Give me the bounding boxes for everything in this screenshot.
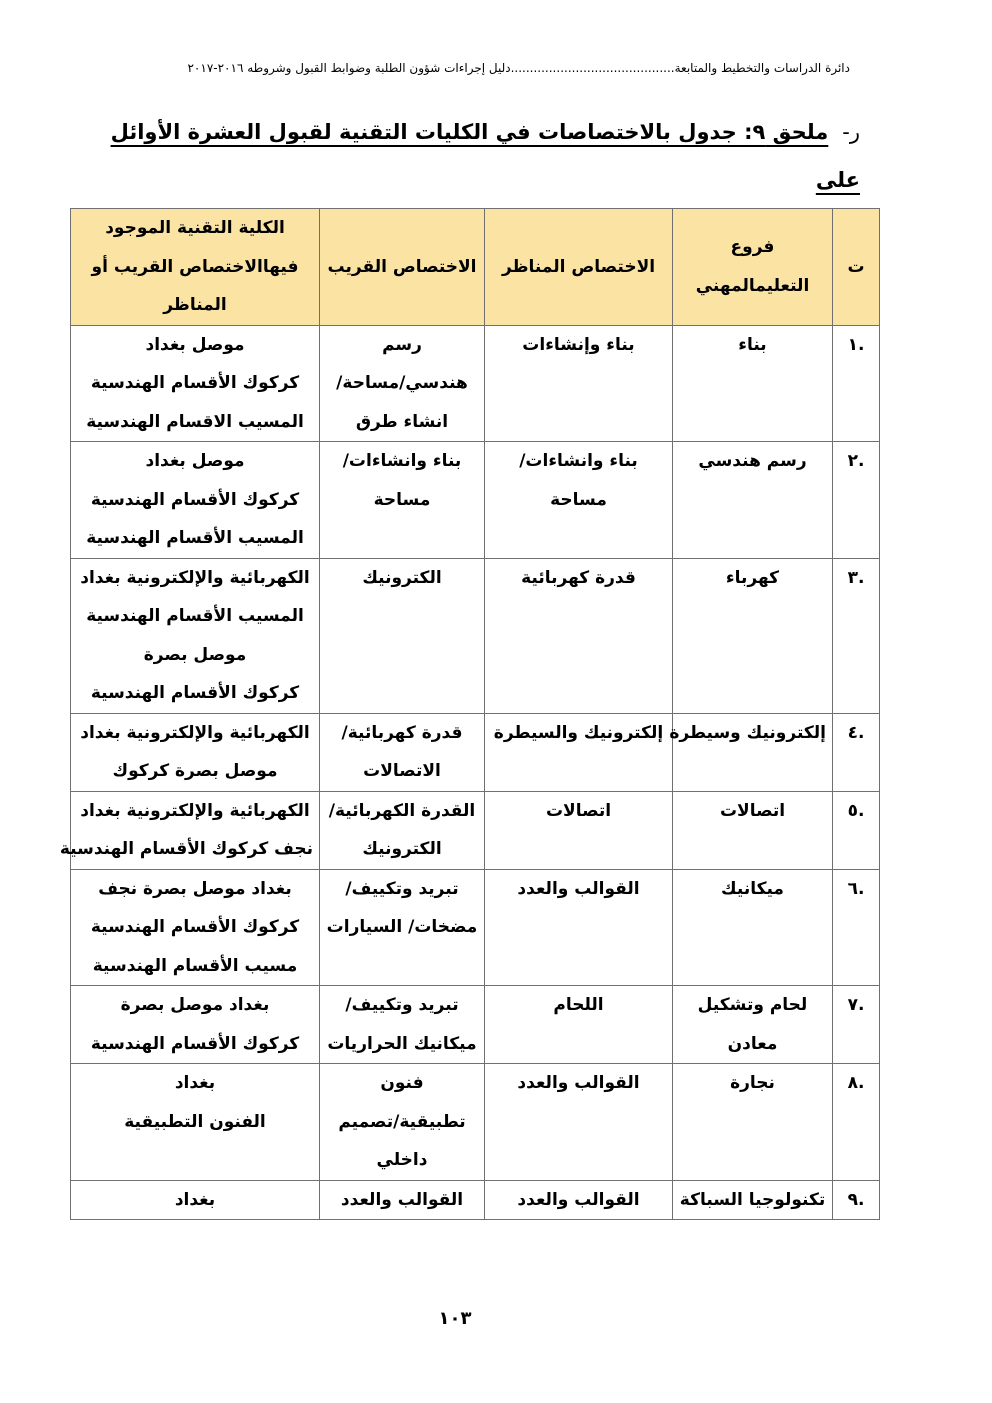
cell-branch-line: بناء bbox=[738, 334, 767, 355]
table-body bbox=[59, 325, 880, 1220]
cell-college bbox=[71, 713, 320, 791]
cell-college-line: المسيب الأقسام الهندسية bbox=[86, 606, 304, 626]
cell-equivalent bbox=[485, 1064, 673, 1181]
cell-equivalent-line: القوالب والعدد bbox=[517, 1189, 640, 1210]
cell-equivalent bbox=[485, 325, 673, 442]
cell-branch-line: لحام وتشكيل bbox=[697, 995, 808, 1015]
cell-college-line: كركوك الأقسام الهندسية bbox=[90, 917, 300, 937]
cell-college-line: بغداد bbox=[174, 1073, 216, 1093]
cell-near-line: تطبيقية/تصميم bbox=[338, 1111, 466, 1132]
table-row bbox=[71, 869, 880, 986]
cell-college bbox=[71, 558, 320, 713]
cell-college-line: موصل بصرة bbox=[143, 644, 247, 665]
cell-branch bbox=[673, 1180, 833, 1220]
cell-equivalent-line: بناء وانشاءات/ bbox=[519, 451, 638, 471]
cell-near-line: مضخات/ السيارات bbox=[326, 917, 478, 937]
cell-near-line: انشاء طرق bbox=[355, 411, 449, 432]
row-number: .٢ bbox=[833, 442, 880, 559]
cell-college-line: كركوك الأقسام الهندسية bbox=[90, 373, 300, 393]
table-row bbox=[71, 986, 880, 1064]
row-number: .٧ bbox=[833, 986, 880, 1064]
row-number: .٦ bbox=[833, 869, 880, 986]
table-row bbox=[71, 558, 880, 713]
cell-branch bbox=[673, 869, 833, 986]
cell-college-line: الكهربائية والإلكترونية بغداد bbox=[80, 567, 310, 588]
cell-branch-line: معادن bbox=[727, 1033, 778, 1054]
cell-branch-line: تكنولوجيا السباكة bbox=[679, 1189, 826, 1210]
cell-near-line: الاتصالات bbox=[363, 761, 441, 781]
cell-equivalent-line: القوالب والعدد bbox=[517, 1073, 640, 1093]
cell-college-line: كركوك الأقسام الهندسية bbox=[90, 489, 300, 510]
cell-near-line: الكترونيك bbox=[362, 567, 442, 588]
cell-college-line: كركوك الأقسام الهندسية bbox=[90, 683, 300, 703]
header-branch bbox=[673, 209, 833, 326]
cell-near-line: فنون bbox=[380, 1073, 424, 1093]
cell-equivalent bbox=[485, 791, 673, 869]
cell-near bbox=[320, 791, 485, 869]
cell-equivalent-line: مساحة bbox=[550, 489, 607, 510]
header-number-line: ت bbox=[847, 256, 865, 277]
row-number: .٨ bbox=[833, 1064, 880, 1181]
cell-college bbox=[71, 1180, 320, 1220]
header-near-line: الاختصاص القريب bbox=[327, 256, 477, 277]
title-prefix: ر- bbox=[842, 120, 860, 144]
table-header-row bbox=[71, 209, 880, 326]
cell-college bbox=[71, 442, 320, 559]
cell-college-line: موصل بغداد bbox=[145, 451, 245, 471]
cell-branch bbox=[673, 791, 833, 869]
title-line-1 bbox=[80, 108, 860, 204]
cell-equivalent-line: بناء وإنشاءات bbox=[522, 334, 635, 355]
header-college-line: الكلية التقنية الموجود فيها bbox=[105, 218, 299, 277]
cell-near-line: القدرة الكهربائية/ bbox=[328, 800, 476, 821]
cell-branch-line: كهرباء bbox=[725, 567, 780, 588]
cell-near bbox=[320, 986, 485, 1064]
row-number: .٣ bbox=[833, 558, 880, 713]
cell-near bbox=[320, 1064, 485, 1181]
cell-branch-line: اتصالات bbox=[719, 800, 786, 821]
cell-college-line: بغداد موصل بصرة نجف bbox=[98, 878, 292, 899]
table-row bbox=[71, 1064, 880, 1181]
cell-branch-line: ميكانيك bbox=[721, 878, 784, 899]
cell-branch bbox=[673, 442, 833, 559]
cell-near-line: ميكانيك الحراريات bbox=[327, 1033, 477, 1054]
cell-near-line: مساحة bbox=[373, 489, 431, 510]
cell-college bbox=[71, 1064, 320, 1181]
cell-branch-line: رسم هندسي bbox=[698, 451, 807, 471]
header-college bbox=[71, 209, 320, 326]
cell-near-line: تبريد وتكييف/ bbox=[345, 995, 459, 1015]
cell-college bbox=[71, 325, 320, 442]
cell-college-line: موصل بغداد bbox=[145, 334, 245, 355]
row-number: .٥ bbox=[833, 791, 880, 869]
table-row bbox=[71, 442, 880, 559]
cell-college bbox=[71, 986, 320, 1064]
cell-equivalent-line: القوالب والعدد bbox=[517, 878, 640, 899]
cell-equivalent bbox=[485, 869, 673, 986]
table-row bbox=[71, 325, 880, 442]
cell-college-line: نجف كركوك الأقسام الهندسية bbox=[59, 839, 313, 859]
cell-branch-line: إلكترونيك وسيطرة bbox=[669, 722, 826, 743]
cell-college-line: بغداد bbox=[174, 1189, 216, 1210]
cell-branch bbox=[669, 713, 833, 791]
cell-branch-line: نجارة bbox=[730, 1073, 775, 1093]
cell-equivalent bbox=[485, 986, 673, 1064]
cell-college-line: الكهربائية والإلكترونية بغداد bbox=[80, 722, 310, 743]
cell-near bbox=[320, 869, 485, 986]
cell-branch bbox=[673, 986, 833, 1064]
header-equivalent-line: الاختصاص المناظر bbox=[501, 256, 656, 277]
cell-college-line: المسيب الأقسام الهندسية bbox=[86, 528, 304, 548]
cell-equivalent-line: إلكترونيك والسيطرة bbox=[493, 722, 664, 743]
cell-equivalent bbox=[485, 1180, 673, 1220]
table-row bbox=[71, 1180, 880, 1220]
cell-near bbox=[320, 713, 485, 791]
cell-near-line: تبريد وتكييف/ bbox=[345, 878, 459, 899]
cell-college-line: الكهربائية والإلكترونية بغداد bbox=[80, 800, 310, 821]
header-equivalent bbox=[485, 209, 673, 326]
cell-college-line: المسيب الاقسام الهندسية bbox=[86, 411, 304, 432]
cell-college-line: موصل بصرة كركوك bbox=[112, 761, 278, 781]
cell-near bbox=[320, 1180, 485, 1220]
header-college-line: الاختصاص القريب أو المناظر bbox=[91, 256, 263, 315]
cell-near-line: قدرة كهربائية/ bbox=[341, 722, 463, 743]
row-number: .١ bbox=[833, 325, 880, 442]
table-row bbox=[71, 791, 880, 869]
header-branch-line: المهني bbox=[695, 275, 756, 296]
table-row bbox=[71, 713, 880, 791]
cell-near-line: الكترونيك bbox=[362, 839, 442, 859]
cell-near bbox=[320, 325, 485, 442]
running-header: دائرة الدراسات والتخطيط والمتابعة...........................................دليل إجراءات شؤون الطلبة وضوابط القبول وشروطه ٢٠١٦-٢٠١٧ bbox=[187, 61, 850, 75]
title-text-1: ملحق ٩: جدول بالاختصاصات في الكليات التقنية لقبول العشرة الأوائل على bbox=[110, 120, 860, 192]
cell-equivalent bbox=[485, 442, 673, 559]
cell-equivalent-line: اللحام bbox=[553, 995, 604, 1015]
cell-near-line: بناء وانشاءات/ bbox=[342, 451, 462, 471]
row-number: .٩ bbox=[833, 1180, 880, 1220]
cell-near-line: هندسي/مساحة/ bbox=[336, 373, 468, 393]
cell-near bbox=[320, 442, 485, 559]
cell-college-line: الفنون التطبيقية bbox=[124, 1111, 266, 1132]
page-number: ١٠٣ bbox=[438, 1308, 472, 1329]
header-near bbox=[320, 209, 485, 326]
header-branch-line: فروع التعليم bbox=[730, 237, 810, 296]
cell-equivalent-line: اتصالات bbox=[545, 800, 612, 821]
specializations-table bbox=[59, 208, 880, 1220]
cell-near-line: داخلي bbox=[376, 1150, 428, 1170]
cell-college bbox=[71, 869, 320, 986]
cell-college-line: بغداد موصل بصرة bbox=[120, 995, 270, 1015]
cell-near-line: رسم bbox=[382, 334, 422, 355]
cell-branch bbox=[673, 1064, 833, 1181]
cell-college bbox=[59, 791, 320, 869]
cell-college-line: كركوك الأقسام الهندسية bbox=[90, 1033, 300, 1054]
header-number bbox=[833, 209, 880, 326]
cell-equivalent-line: قدرة كهربائية bbox=[521, 567, 636, 588]
cell-near bbox=[320, 558, 485, 713]
cell-college-line: مسيب الأقسام الهندسية bbox=[92, 955, 298, 976]
row-number: .٤ bbox=[833, 713, 880, 791]
cell-branch bbox=[673, 325, 833, 442]
cell-branch bbox=[673, 558, 833, 713]
cell-near-line: القوالب والعدد bbox=[340, 1189, 464, 1210]
cell-equivalent bbox=[485, 558, 673, 713]
cell-equivalent bbox=[485, 713, 673, 791]
